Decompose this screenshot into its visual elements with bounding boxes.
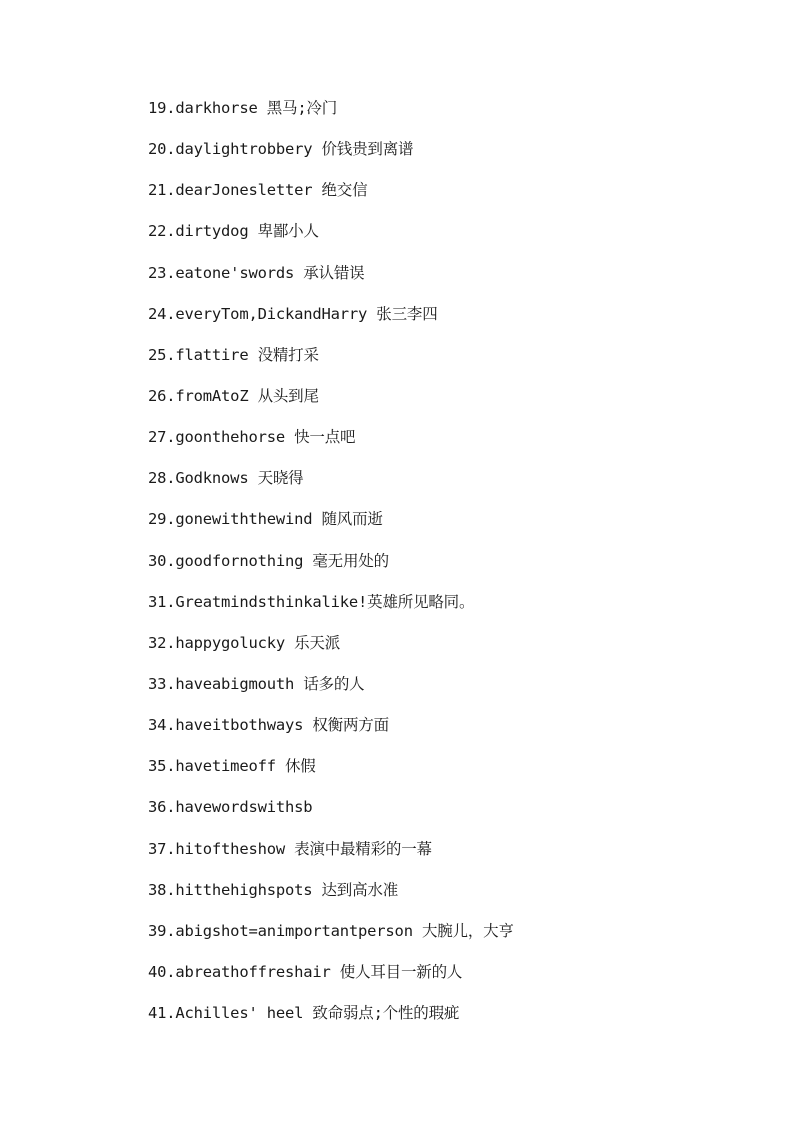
- list-item: 19.darkhorse 黑马;冷门: [148, 99, 338, 117]
- list-item: 23.eatone'swords 承认错误: [148, 263, 365, 282]
- list-item: 28.Godknows 天晓得: [148, 469, 304, 488]
- list-item: 35.havetimeoff 休假: [148, 757, 316, 776]
- list-item: 39.abigshot=animportantperson 大腕儿，大亨: [148, 921, 514, 940]
- list-item: 40.abreathoffreshair 使人耳目一新的人: [148, 962, 463, 981]
- list-item: 27.goonthehorse 快一点吧: [148, 428, 356, 447]
- list-item: 38.hitthehighspots 达到高水准: [148, 880, 399, 899]
- idiom-list: [148, 92, 748, 1038]
- list-item: 20.daylightrobbery 价钱贵到离谱: [148, 140, 414, 159]
- list-item: 24.everyTom,DickandHarry 张三李四: [148, 304, 438, 323]
- list-item: 22.dirtydog 卑鄙小人: [148, 222, 319, 241]
- list-item: 37.hitoftheshow 表演中最精彩的一幕: [148, 839, 432, 858]
- list-item: 29.gonewiththewind 随风而逝: [148, 510, 383, 529]
- list-item: 25.flattire 没精打采: [148, 345, 319, 364]
- list-item: 34.haveitbothways 权衡两方面: [148, 716, 389, 735]
- list-item: 32.happygolucky 乐天派: [148, 633, 341, 652]
- list-item: 36.havewordswithsb: [148, 798, 313, 817]
- list-item: 33.haveabigmouth 话多的人: [148, 674, 365, 693]
- list-item: 30.goodfornothing 毫无用处的: [148, 551, 389, 570]
- list-item: 31.Greatmindsthinkalike!英雄所见略同。: [148, 592, 475, 611]
- list-item: 21.dearJonesletter 绝交信: [148, 181, 368, 200]
- list-item: 26.fromAtoZ 从头到尾: [148, 386, 319, 405]
- list-item: 41.Achilles' heel 致命弱点;个性的瑕疵: [148, 1004, 460, 1023]
